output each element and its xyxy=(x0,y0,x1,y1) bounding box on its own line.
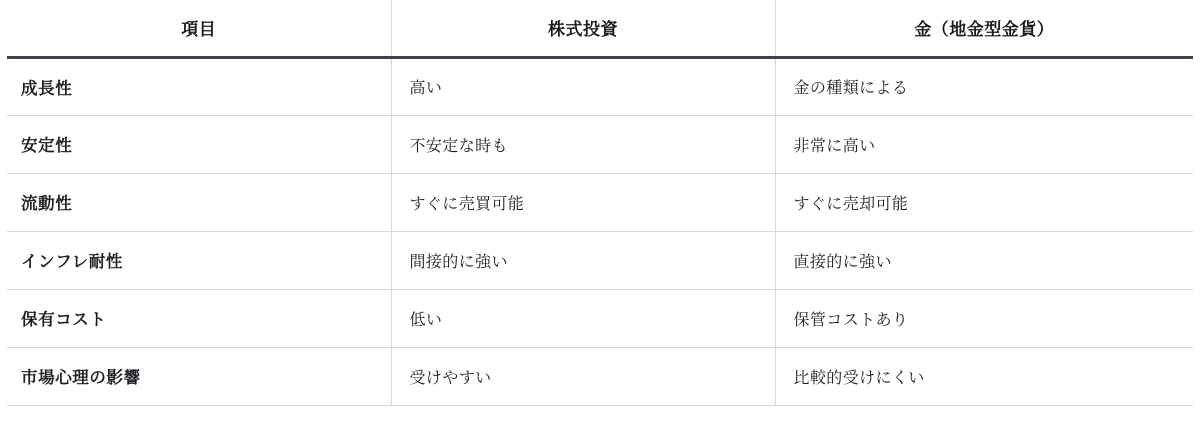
column-header-gold: 金（地金型金貨） xyxy=(775,0,1193,57)
comparison-table xyxy=(7,0,1193,406)
row-label: 市場心理の影響 xyxy=(7,347,391,405)
cell-gold: 比較的受けにくい xyxy=(775,347,1193,405)
table-row xyxy=(7,289,1193,347)
row-label: インフレ耐性 xyxy=(7,231,391,289)
cell-stocks: すぐに売買可能 xyxy=(391,173,775,231)
table-row xyxy=(7,173,1193,231)
table-header xyxy=(7,0,1193,57)
table-row xyxy=(7,115,1193,173)
column-header-stocks: 株式投資 xyxy=(391,0,775,57)
cell-gold: 直接的に強い xyxy=(775,231,1193,289)
cell-stocks: 高い xyxy=(391,57,775,115)
cell-gold: 金の種類による xyxy=(775,57,1193,115)
row-label: 保有コスト xyxy=(7,289,391,347)
row-label: 成長性 xyxy=(7,57,391,115)
table-row xyxy=(7,231,1193,289)
cell-stocks: 不安定な時も xyxy=(391,115,775,173)
row-label: 流動性 xyxy=(7,173,391,231)
column-header-item: 項目 xyxy=(7,0,391,57)
cell-gold: 保管コストあり xyxy=(775,289,1193,347)
table-row xyxy=(7,57,1193,115)
cell-gold: すぐに売却可能 xyxy=(775,173,1193,231)
table-body xyxy=(7,57,1193,405)
cell-gold: 非常に高い xyxy=(775,115,1193,173)
cell-stocks: 低い xyxy=(391,289,775,347)
table-row xyxy=(7,347,1193,405)
row-label: 安定性 xyxy=(7,115,391,173)
cell-stocks: 間接的に強い xyxy=(391,231,775,289)
cell-stocks: 受けやすい xyxy=(391,347,775,405)
table-header-row xyxy=(7,0,1193,57)
